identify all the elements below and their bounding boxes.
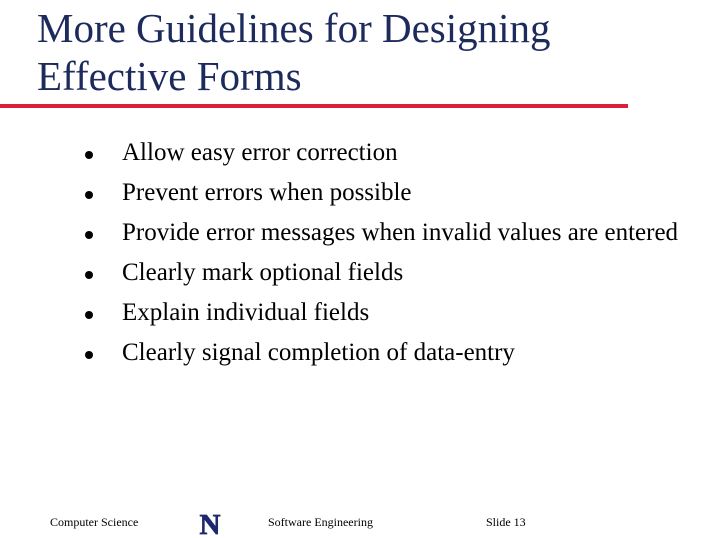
bullet-dot-icon	[85, 151, 93, 159]
slide-title	[37, 4, 677, 100]
footer-slide-number: Slide 13	[486, 515, 526, 529]
bullet-item	[84, 136, 684, 169]
title-line-2: Effective Forms	[37, 53, 302, 99]
bullet-item	[84, 176, 684, 209]
bullet-text: Allow easy error correction	[122, 139, 398, 166]
bullet-dot-icon	[85, 191, 93, 199]
bullet-dot-icon	[85, 271, 93, 279]
bullet-text: Clearly mark optional fields	[122, 259, 404, 286]
bullet-text: Provide error messages when invalid values are entered	[122, 219, 679, 246]
bullet-list	[84, 136, 684, 376]
footer-course: Software Engineering	[268, 515, 373, 529]
bullet-text: Explain individual fields	[122, 299, 370, 326]
bullet-item	[84, 296, 684, 329]
bullet-item	[84, 256, 684, 289]
title-line-1: More Guidelines for Designing	[37, 5, 551, 51]
logo-letter: N	[199, 511, 221, 537]
bullet-dot-icon	[85, 311, 93, 319]
footer-department: Computer Science	[50, 515, 139, 529]
bullet-item	[84, 336, 684, 369]
title-underline-rule	[0, 104, 628, 108]
bullet-item	[84, 216, 684, 249]
bullet-dot-icon	[85, 351, 93, 359]
bullet-text: Clearly signal completion of data-entry	[122, 339, 515, 366]
university-n-logo-icon	[193, 511, 227, 537]
bullet-text: Prevent errors when possible	[122, 179, 412, 206]
bullet-dot-icon	[85, 231, 93, 239]
